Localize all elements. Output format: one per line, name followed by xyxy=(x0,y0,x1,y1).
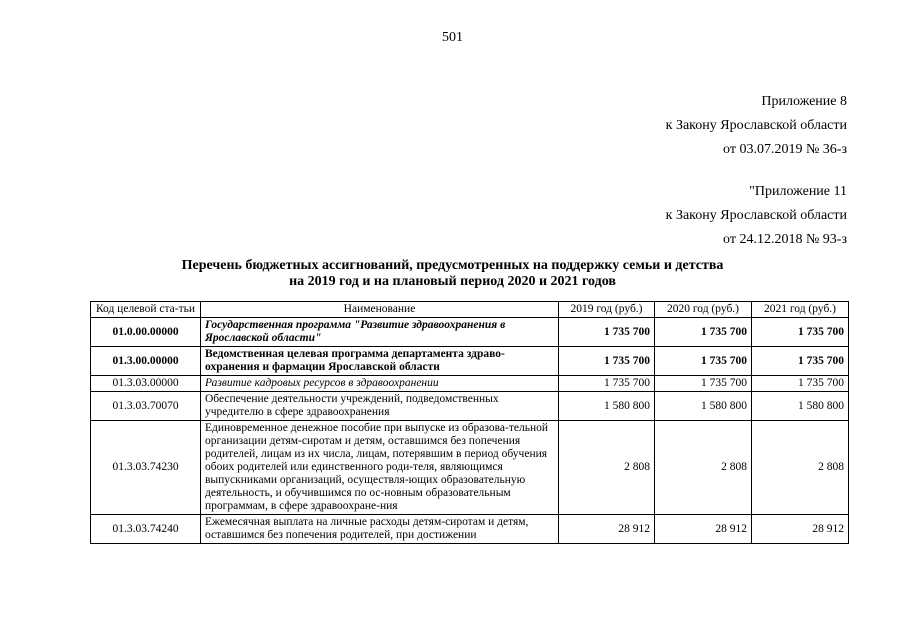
row-2020: 1 735 700 xyxy=(655,376,752,392)
annex-original-line1: "Приложение 11 xyxy=(749,184,847,199)
row-2021: 28 912 xyxy=(752,515,849,544)
table-row xyxy=(91,376,849,392)
annex-original-line3: от 24.12.2018 № 93-з xyxy=(723,232,847,247)
row-name: Ведомственная целевая программа департамента здраво-охранения и фармации Ярославской области xyxy=(201,347,559,376)
row-name: Государственная программа "Развитие здравоохранения в Ярославской области" xyxy=(201,318,559,347)
row-2020: 1 580 800 xyxy=(655,392,752,421)
row-code: 01.3.03.74230 xyxy=(91,421,201,515)
row-2019: 1 580 800 xyxy=(559,392,655,421)
row-name: Единовременное денежное пособие при выпуске из образова-тельной организации детям-сиротам и детям, оставшимся без попечения родителей, лицам из их числа, лицам, потерявшим в период обучения обоих родителей или единственного роди-теля, являющимся выпускниками организаций, осуществля-ющих образовательную деятельность, и обучившимся по ос-новным образовательным программам, в сфере здравоохране-ния xyxy=(201,421,559,515)
row-2019: 1 735 700 xyxy=(559,318,655,347)
header-code: Код целевой ста-тьи xyxy=(91,302,201,318)
table-row xyxy=(91,515,849,544)
row-code: 01.3.03.74240 xyxy=(91,515,201,544)
table-row xyxy=(91,421,849,515)
annex-current-line2: к Закону Ярославской области xyxy=(665,118,847,133)
table-header-row xyxy=(91,302,849,318)
row-2019: 1 735 700 xyxy=(559,347,655,376)
row-2021: 1 735 700 xyxy=(752,318,849,347)
row-2020: 28 912 xyxy=(655,515,752,544)
table-row xyxy=(91,347,849,376)
row-2020: 1 735 700 xyxy=(655,318,752,347)
annex-original xyxy=(666,180,847,252)
page-number: 501 xyxy=(442,30,463,45)
document-title-line2: на 2019 год и на плановый период 2020 и 2021 годов xyxy=(289,274,616,289)
row-2019: 2 808 xyxy=(559,421,655,515)
row-code: 01.3.03.70070 xyxy=(91,392,201,421)
row-2020: 2 808 xyxy=(655,421,752,515)
annex-current-line3: от 03.07.2019 № 36-з xyxy=(723,142,847,157)
header-2020: 2020 год (руб.) xyxy=(655,302,752,318)
header-2021: 2021 год (руб.) xyxy=(752,302,849,318)
annex-current xyxy=(666,90,847,162)
row-name xyxy=(201,515,559,544)
row-code: 01.0.00.00000 xyxy=(91,318,201,347)
row-2021: 2 808 xyxy=(752,421,849,515)
row-name-text: Ежемесячная выплата на личные расходы детям-сиротам и детям, оставшимся без попечения родителей, при достижении xyxy=(205,516,529,541)
table-row xyxy=(91,392,849,421)
table-row xyxy=(91,318,849,347)
document-title-line1: Перечень бюджетных ассигнований, предусмотренных на поддержку семьи и детства xyxy=(181,258,724,273)
header-2019: 2019 год (руб.) xyxy=(559,302,655,318)
row-2019: 28 912 xyxy=(559,515,655,544)
row-2019: 1 735 700 xyxy=(559,376,655,392)
annex-original-line2: к Закону Ярославской области xyxy=(665,208,847,223)
row-2020: 1 735 700 xyxy=(655,347,752,376)
row-name: Развитие кадровых ресурсов в здравоохранении xyxy=(201,376,559,392)
annex-current-line1: Приложение 8 xyxy=(761,94,847,109)
row-code: 01.3.00.00000 xyxy=(91,347,201,376)
header-name: Наименование xyxy=(201,302,559,318)
row-code: 01.3.03.00000 xyxy=(91,376,201,392)
row-2021: 1 580 800 xyxy=(752,392,849,421)
document-title xyxy=(0,258,905,290)
appropriations-table xyxy=(90,301,849,544)
row-2021: 1 735 700 xyxy=(752,376,849,392)
row-name: Обеспечение деятельности учреждений, подведомственных учредителю в сфере здравоохранения xyxy=(201,392,559,421)
row-2021: 1 735 700 xyxy=(752,347,849,376)
